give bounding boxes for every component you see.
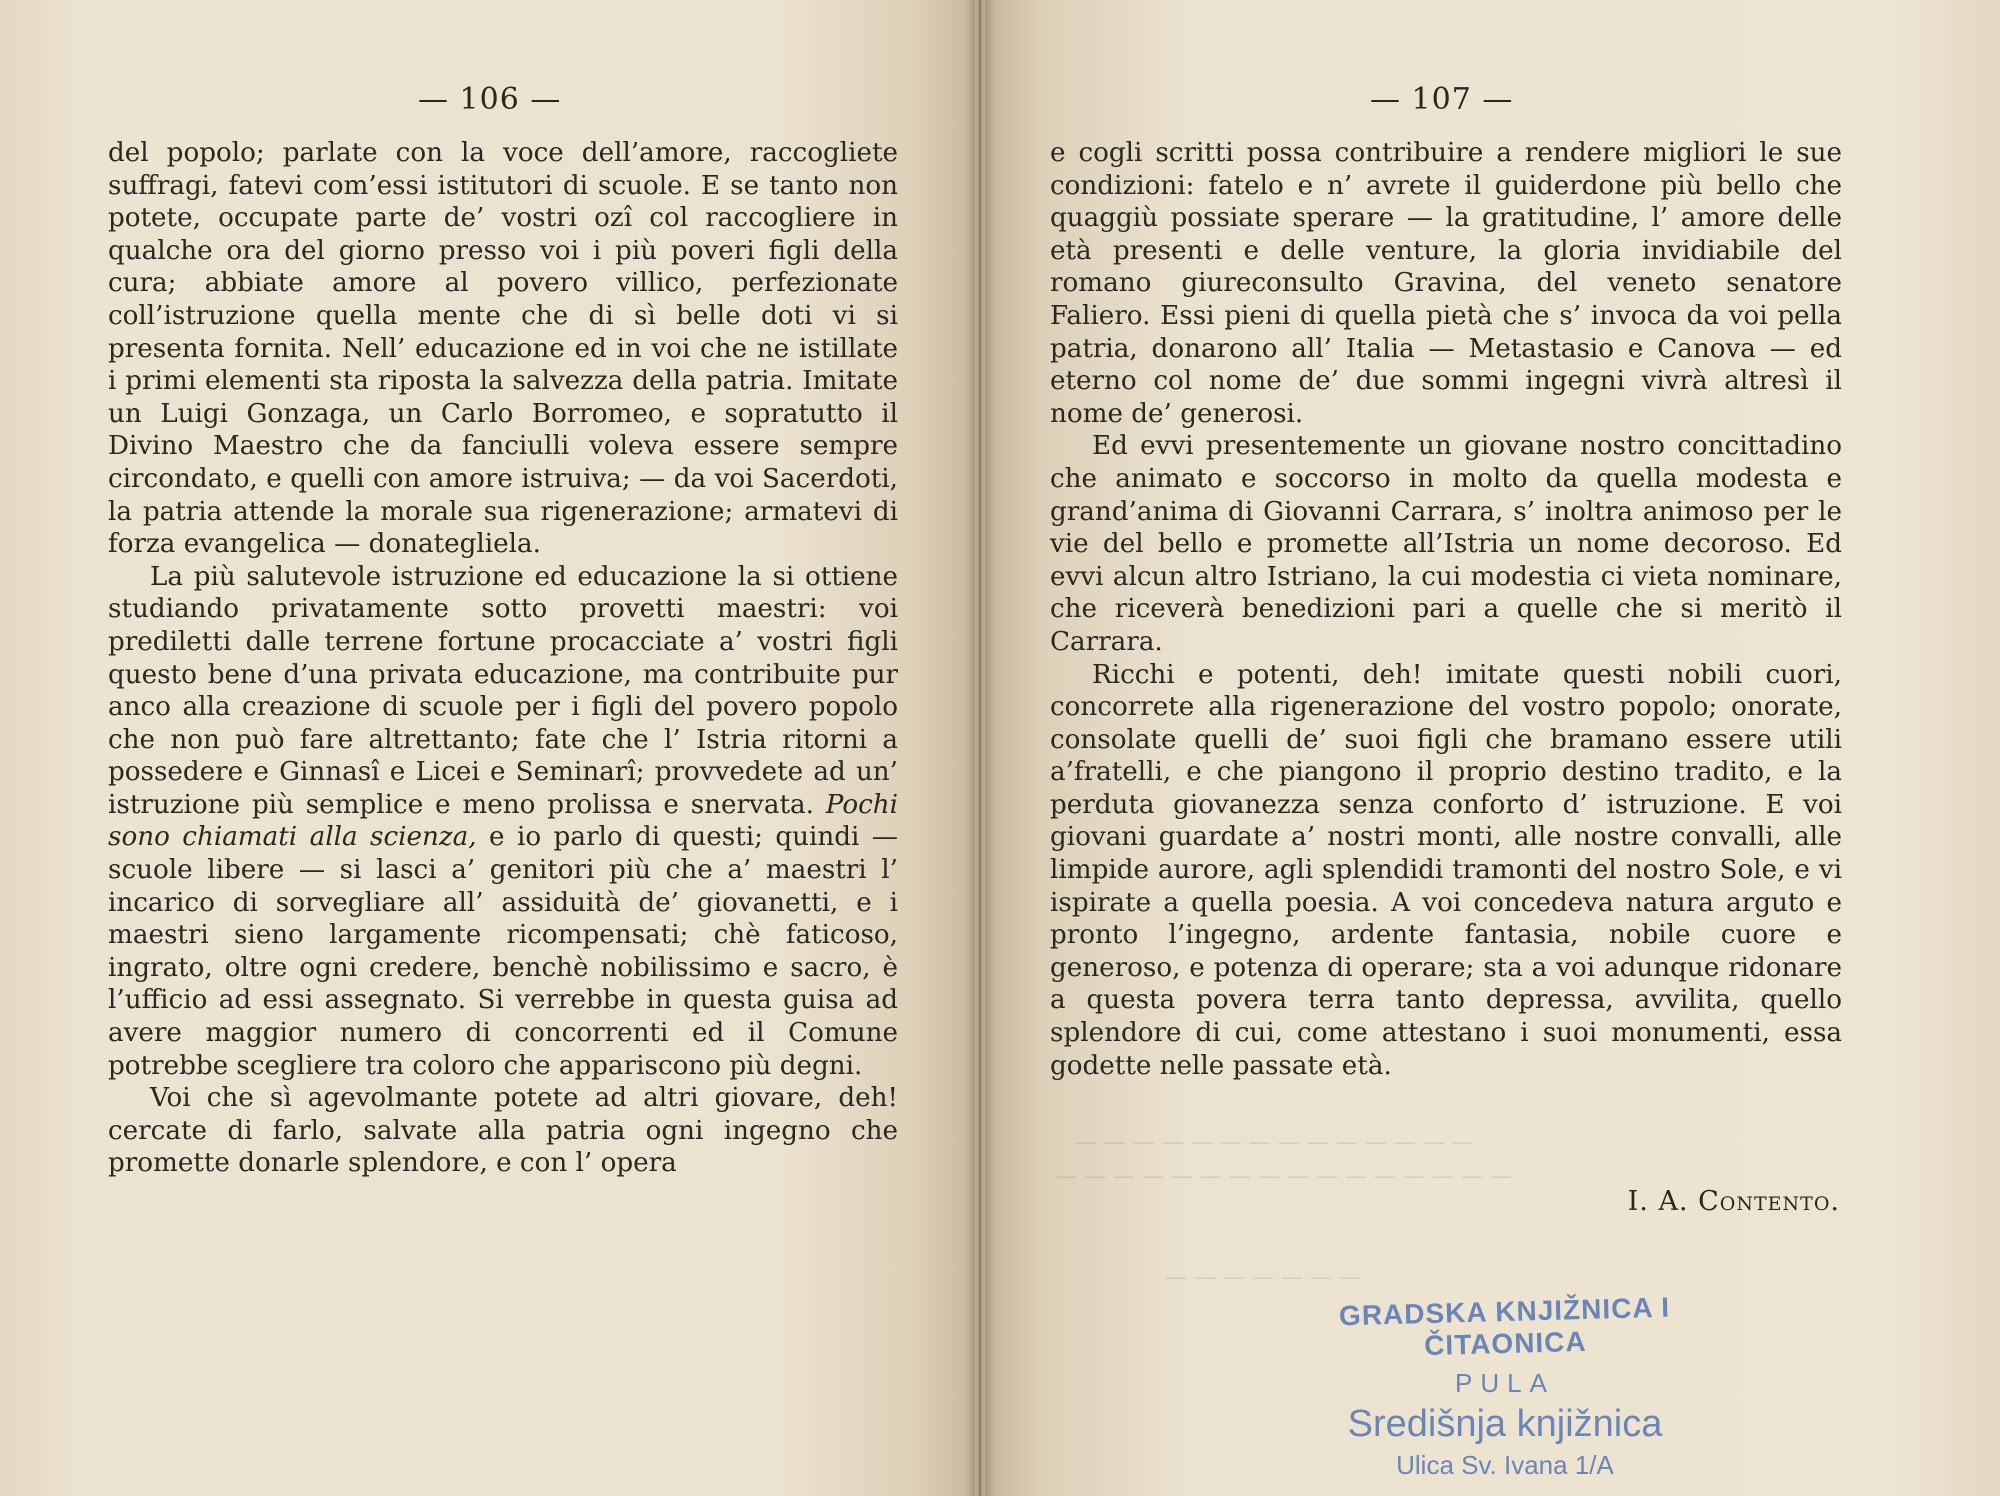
left-page-text	[108, 137, 898, 1180]
book-gutter	[965, 0, 995, 1496]
library-stamp	[1270, 1291, 1740, 1481]
paragraph-text: e io parlo di questi; quindi — scuole libere — si lasci a’ genitori più che a’ maestri l’ incarico di sorvegliare all’ assiduità de’ giovanetti, e i maestri sieno largamente ricompensati; chè faticoso, ingrato, oltre ogni credere, benchè nobilissimo e sacro, è l’ufficio ad essi assegnato. Si verrebbe in questa guisa ad avere maggior numero di concorrenti ed il Comune potrebbe scegliere tra coloro che appariscono più degni.	[108, 822, 898, 1081]
show-through-text: — — — — — — — — — — — — — —	[1075, 1130, 1474, 1155]
right-page	[985, 0, 2000, 1496]
paragraph: Ed evvi presentemente un giovane nostro concittadino che animato e soccorso in molto da quella modesta e grand’anima di Giovanni Carrara, s’ inoltra animoso per le vie del bello e promette all’Istria un nome decoroso. Ed evvi alcun altro Istriano, la cui modestia ci vieta nominare, che riceverà benedizioni pari a quelle che si meritò il Carrara.	[1050, 431, 1842, 657]
show-through-text: — — — — — — —	[1165, 1265, 1361, 1290]
stamp-library-name: GRADSKA KNJIŽNICA I ČITAONICA	[1338, 1291, 1671, 1362]
show-through-text: — — — — — — — — — — — — — — — —	[1055, 1164, 1512, 1189]
stamp-branch: Središnja knjižnica	[1347, 1403, 1663, 1445]
paragraph-text: La più salutevole istruzione ed educazione la si ottiene studiando privatamente sotto provetti maestri: voi prediletti dalle terrene fortune procacciate a’ vostri figli questo bene d’una privata educazione, ma contribuite pur anco alla creazione di scuole per i figli del povero popolo che non può fare altrettanto; fate che l’ Istria ritorni a possedere e Ginnasî e Licei e Seminarî; provvedete ad un’ istruzione più semplice e meno prolissa e snervata.	[108, 561, 898, 820]
stamp-city: PULA	[1455, 1368, 1555, 1398]
paragraph: del popolo; parlate con la voce dell’amore, raccogliete suffragi, fatevi com’essi istitutori di scuole. E se tanto non potete, occupate parte de’ vostri ozî col raccogliere in qualche ora del giorno presso voi i più poveri figli della cura; abbiate amore al povero villico, perfezionate coll’istruzione quella mente che di sì belle doti vi si presenta fornita. Nell’ educazione ed in voi che ne istillate i primi elementi sta riposta la salvezza della patria. Imitate un Luigi Gonzaga, un Carlo Borromeo, e sopratutto il Divino Maestro che da fanciulli voleva essere sempre circondato, e quelli con amore istruiva; — da voi Sacerdoti, la patria attende la morale sua rigenerazione; armatevi di forza evangelica — donategliela.	[108, 138, 898, 560]
paragraph	[108, 561, 898, 1083]
page-number-right: — 107 —	[1370, 82, 1514, 117]
stamp-address: Ulica Sv. Ivana 1/A	[1396, 1450, 1614, 1480]
paragraph: Voi che sì agevolmante potete ad altri giovare, deh! cercate di farlo, salvate alla patria ogni ingegno che promette donarle splendore, e con l’ opera	[108, 1083, 898, 1179]
paragraph: e cogli scritti possa contribuire a rendere migliori le sue condizioni: fatelo e n’ avrete il guiderdone più bello che quaggiù possiate sperare — la gratitudine, l’ amore delle età presenti e delle venture, la gloria invidiabile del romano giureconsulto Gravina, del veneto senatore Faliero. Essi pieni di quella pietà che s’ invoca da voi pella patria, donarono all’ Italia — Metastasio e Canova — ed eterno col nome de’ due sommi ingegni vivrà altresì il nome de’ generosi.	[1050, 138, 1842, 429]
left-page	[0, 0, 975, 1496]
page-number-left: — 106 —	[418, 82, 562, 117]
right-page-text	[1050, 137, 1842, 1082]
italic-quote: Pochi sono chiamati alla scienza,	[108, 789, 898, 853]
paragraph: Ricchi e potenti, deh! imitate questi nobili cuori, concorrete alla rigenerazione del vostro popolo; onorate, consolate quelli de’ suoi figli che bramano essere utili a’fratelli, e che piangono il proprio destino tradito, e la perduta giovanezza senza conforto d’ istruzione. E voi giovani guardate a’ nostri monti, alle nostre convalli, alle limpide aurore, agli splendidi tramonti del nostro Sole, e vi ispirate a quella poesia. A voi concedeva natura arguto e pronto l’ingegno, ardente fantasia, nobile cuore e generoso, e potenza di operare; sta a voi adunque ridonare a questa povera terra tanto depressa, avvilita, quello splendore di cui, come attestano i suoi monumenti, essa godette nelle passate età.	[1050, 659, 1842, 1081]
author-signature: I. A. Contento.	[1627, 1186, 1840, 1217]
